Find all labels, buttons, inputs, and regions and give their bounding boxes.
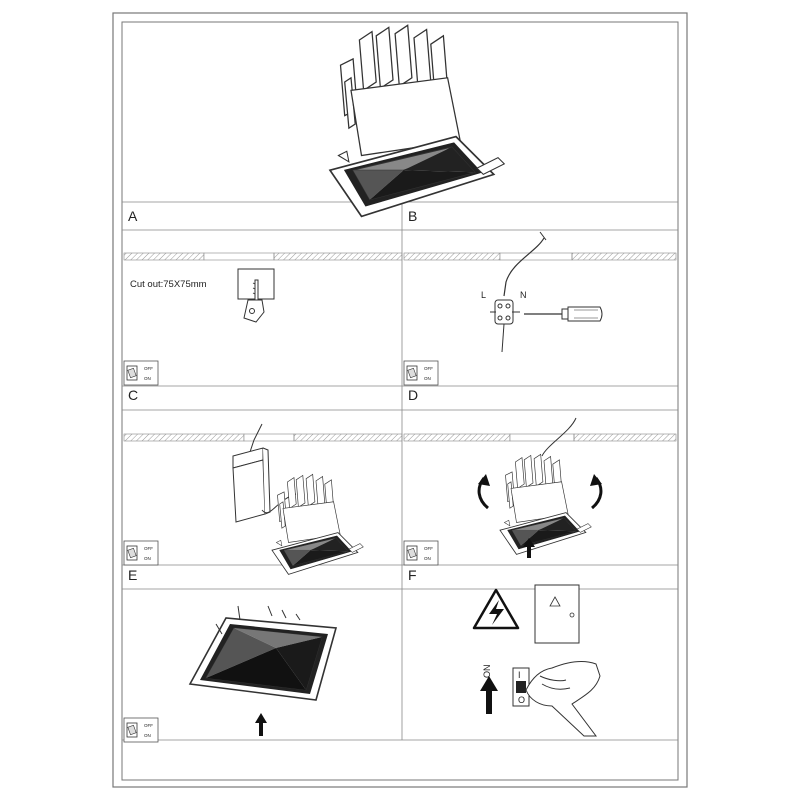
hand-icon [526, 661, 600, 736]
panel-c-label: C [128, 387, 139, 403]
svg-text:OFF: OFF [424, 366, 433, 371]
power-switch-icon [124, 361, 158, 385]
cutout-dimension-note: Cut out:75X75mm [130, 279, 207, 290]
power-switch-icon [124, 718, 158, 742]
svg-text:ON: ON [424, 376, 431, 381]
power-switch-icon [124, 541, 158, 565]
panel-a [124, 208, 402, 385]
fixture-trim-illustration [190, 606, 336, 700]
ceiling-strip [124, 253, 402, 260]
panel-b-label: B [408, 208, 418, 224]
switch-on-label: ON [482, 664, 492, 678]
svg-text:O: O [518, 695, 526, 705]
power-switch-icon [404, 541, 438, 565]
panel-c [124, 387, 402, 574]
panel-d-label: D [408, 387, 419, 403]
svg-text:ON: ON [144, 376, 151, 381]
power-switch-icon [404, 361, 438, 385]
terminal-block [490, 300, 520, 352]
panel-e [124, 567, 336, 742]
panel-b [404, 208, 676, 385]
panel-f [408, 567, 600, 736]
svg-text:OFF: OFF [144, 546, 153, 551]
panel-a-label: A [128, 208, 138, 224]
panel-e-label: E [128, 567, 138, 583]
ceiling-strip [404, 253, 676, 260]
switch-on-arrow-icon [480, 676, 498, 714]
svg-text:I: I [518, 670, 521, 680]
fixture-illustration [500, 454, 591, 554]
fixture-illustration [272, 474, 363, 574]
svg-text:OFF: OFF [144, 366, 153, 371]
svg-text:ON: ON [424, 556, 431, 561]
ceiling-strip [124, 434, 402, 441]
live-label: L [481, 290, 487, 300]
panel-f-label: F [408, 567, 417, 583]
distribution-box-icon [535, 585, 579, 643]
neutral-label: N [520, 290, 527, 300]
svg-text:ON: ON [144, 556, 151, 561]
electrical-hazard-icon [474, 590, 518, 628]
svg-text:ON: ON [144, 733, 151, 738]
screwdriver-icon [524, 307, 602, 321]
product-illustration [330, 25, 504, 216]
push-up-arrow-icon [255, 713, 267, 736]
wall-switch-icon [513, 668, 529, 706]
panel-d [404, 387, 676, 565]
ceiling-strip [404, 434, 676, 441]
led-driver-icon [233, 448, 270, 522]
svg-text:OFF: OFF [144, 723, 153, 728]
svg-text:OFF: OFF [424, 546, 433, 551]
mains-cable [504, 238, 544, 296]
